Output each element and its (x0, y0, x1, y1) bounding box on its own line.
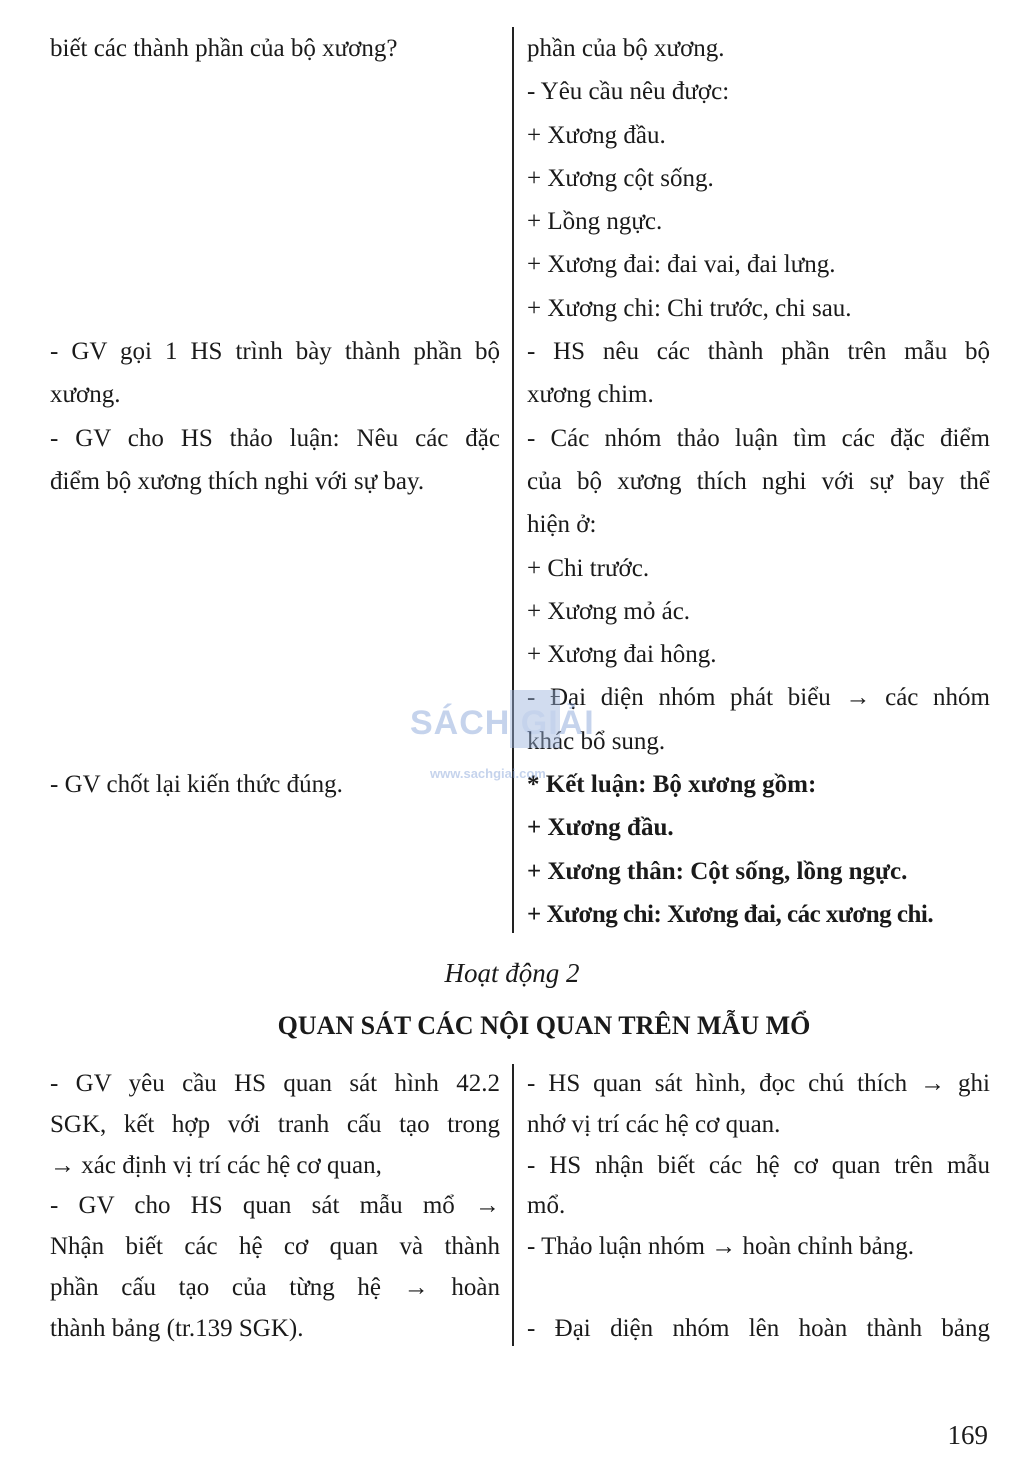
text-line: + Xương đầu. (527, 121, 666, 149)
text-line: - GV cho HS thảo luận: Nêu các đặc (50, 424, 500, 452)
text-line: mổ. (527, 1192, 566, 1220)
text-line: - Yêu cầu nêu được: (527, 78, 730, 106)
text-line: + Xương cột sống. (527, 164, 714, 192)
text-line: + Xương đai: đai vai, đai lưng. (527, 251, 836, 279)
text-line: - HS nêu các thành phần trên mẫu bộ (527, 338, 990, 366)
text-line: - HS quan sát hình, đọc chú thích → ghi (527, 1070, 990, 1097)
teacher-activities-column (50, 1064, 500, 1350)
activity-1-table (50, 27, 990, 933)
text-line: nhớ vị trí các hệ cơ quan. (527, 1110, 781, 1138)
text-line: - GV cho HS quan sát mẫu mổ → (50, 1192, 500, 1220)
text-line: + Xương đai hông. (527, 641, 717, 669)
text-line: điểm bộ xương thích nghi với sự bay. (50, 467, 425, 495)
text-line: của bộ xương thích nghi với sự bay thể (527, 467, 990, 495)
text-line: phần cấu tạo của từng hệ → hoàn (50, 1273, 500, 1301)
text-line: - Các nhóm thảo luận tìm các đặc điểm (527, 424, 990, 452)
teacher-activities-column (50, 27, 500, 806)
text-line: - HS nhận biết các hệ cơ quan trên mẫu (527, 1151, 990, 1179)
text-line: + Xương mỏ ác. (527, 597, 691, 625)
text-line: phần của bộ xương. (527, 35, 725, 62)
page-number: 169 (947, 1420, 988, 1450)
text-line: khác bổ sung. (527, 727, 666, 755)
student-activities-column (527, 1064, 990, 1350)
activity-title: Hoạt động 2 (444, 958, 580, 988)
text-line: + Chi trước. (527, 554, 650, 582)
conclusion-line: + Xương đầu. (527, 814, 674, 842)
text-line: - Đại diện nhóm phát biểu → các nhóm (527, 684, 990, 712)
text-line: - GV gọi 1 HS trình bày thành phần bộ (50, 338, 500, 366)
text-line: xương. (50, 381, 121, 409)
activity-2-table (50, 1064, 990, 1346)
column-divider (512, 1064, 514, 1346)
column-divider (512, 27, 514, 933)
text-line: hiện ở: (527, 511, 597, 539)
text-line: xương chim. (527, 381, 654, 409)
text-line: + Lồng ngực. (527, 208, 663, 236)
text-line: - GV chốt lại kiến thức đúng. (50, 771, 343, 799)
activity-heading: QUAN SÁT CÁC NỘI QUAN TRÊN MẪU MỔ (277, 1011, 811, 1040)
student-activities-column (527, 27, 990, 936)
conclusion-line: + Xương chi: Xương đai, các xương chi. (527, 900, 934, 928)
watermark-url: www.sachgiai.com (430, 766, 546, 781)
conclusion-line: * Kết luận: Bộ xương gồm: (527, 771, 817, 799)
text-line: - GV yêu cầu HS quan sát hình 42.2 (50, 1070, 500, 1097)
text-line: + Xương chi: Chi trước, chi sau. (527, 294, 852, 322)
text-line: → xác định vị trí các hệ cơ quan, (50, 1151, 382, 1179)
watermark-brand: SÁCH GIẢI (410, 704, 595, 742)
text-line: biết các thành phần của bộ xương? (50, 35, 398, 62)
text-line: Nhận biết các hệ cơ quan và thành (50, 1233, 500, 1261)
text-line: - Thảo luận nhóm → hoàn chỉnh bảng. (527, 1233, 914, 1261)
text-line: thành bảng (tr.139 SGK). (50, 1314, 304, 1342)
conclusion-line: + Xương thân: Cột sống, lồng ngực. (527, 857, 908, 885)
text-line: SGK, kết hợp với tranh cấu tạo trong (50, 1110, 500, 1138)
text-line: - Đại diện nhóm lên hoàn thành bảng (527, 1314, 990, 1342)
